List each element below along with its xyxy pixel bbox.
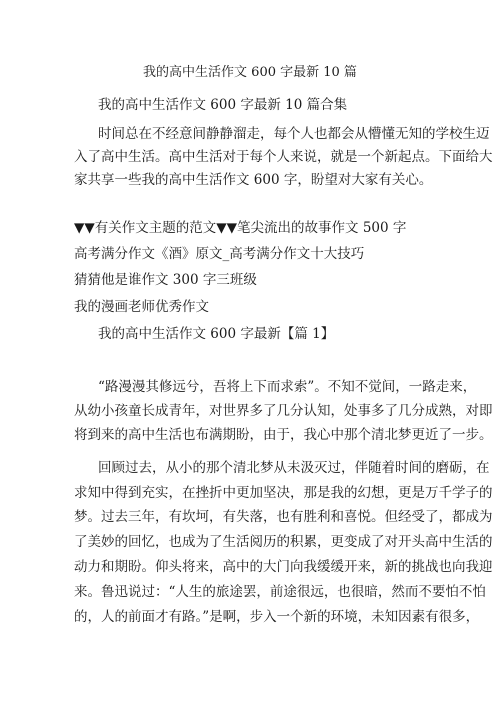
body-line: “路漫漫其修远兮，吾将上下而求索”。不知不觉间，一路走来， xyxy=(98,379,477,395)
related-link[interactable]: 我的漫画老师优秀作文 xyxy=(74,299,209,315)
section-heading: 我的高中生活作文 600 字最新【篇 1】 xyxy=(98,326,335,342)
intro-line: 时间总在不经意间静静溜走，每个人也都会从懵懂无知的学校生迈 xyxy=(98,126,490,142)
body-line: 将到来的高中生活也布满期盼，由于，我心中那个清北梦更近了一步。 xyxy=(74,427,493,443)
body-line: 从幼小孩童长成青年，对世界多了几分认知，处事多了几分成熟，对即 xyxy=(74,403,493,419)
intro-line: 入了高中生活。高中生活对于每个人来说，就是一个新起点。下面给大 xyxy=(74,149,493,165)
related-link[interactable]: 猜猜他是谁作文 300 字三班级 xyxy=(74,272,257,288)
body-line: 了美妙的回忆，也成为了生活阅历的积累，更变成了对开头高中生活的 xyxy=(74,534,493,550)
related-link[interactable]: ▼▼有关作文主题的范文▼▼笔尖流出的故事作文 500 字 xyxy=(74,220,407,236)
document-subtitle: 我的高中生活作文 600 字最新 10 篇合集 xyxy=(98,97,348,113)
related-link[interactable]: 高考满分作文《酒》原文_高考满分作文十大技巧 xyxy=(74,246,365,262)
body-line: 求知中得到充实，在挫折中更加坚决，那是我的幻想，更是万千学子的 xyxy=(74,485,493,501)
document-title: 我的高中生活作文 600 字最新 10 篇 xyxy=(143,65,357,80)
intro-line: 家共享一些我的高中生活作文 600 字，盼望对大家有关心。 xyxy=(74,172,433,188)
body-line: 回顾过去，从小的那个清北梦从未汲灭过，伴随着时间的磨砺，在 xyxy=(98,460,490,476)
body-line: 来。鲁迅说过：“人生的旅途罢，前途很远，也很暗，然而不要怕不怕 xyxy=(74,584,486,600)
body-line: 梦。过去三年，有坎坷，有失落，也有胜利和喜悦。但经受了，都成为 xyxy=(74,509,493,525)
body-line: 动力和期盼。仰头将来，高中的大门向我缓缓开来，新的挑战也向我迎 xyxy=(74,559,493,575)
body-line: 的，人的前面才有路。”是啊，步入一个新的环境，未知因素有很多， xyxy=(74,609,480,625)
